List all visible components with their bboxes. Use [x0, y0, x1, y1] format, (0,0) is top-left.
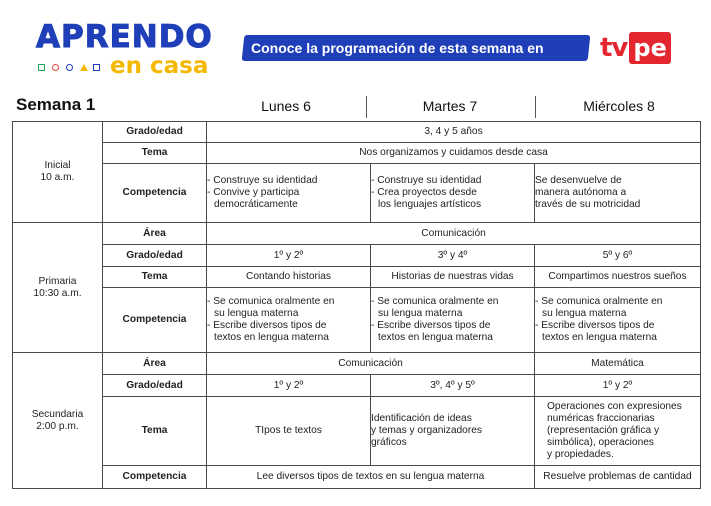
blue-circle-icon: [66, 64, 73, 71]
header-divider: [366, 96, 367, 118]
grado-cell: 1º y 2º: [207, 375, 371, 397]
level-cell-secundaria: [13, 353, 103, 489]
row-label-tema: Tema: [103, 267, 207, 288]
competencia-cell: Resuelve problemas de cantidad: [535, 466, 701, 489]
level-name: Primaria: [38, 275, 77, 287]
level-name: Secundaria: [31, 408, 84, 420]
row-label-competencia: Competencia: [103, 466, 207, 489]
tema-cell: [371, 397, 535, 466]
list-item: - Se comunica oralmente en su lengua materna: [371, 296, 499, 319]
logo-aprendo-text: APRENDO: [36, 19, 213, 55]
row-label-tema: Tema: [103, 143, 207, 164]
tvpe-logo: [600, 30, 671, 66]
grado-cell: 3º y 4º: [371, 245, 535, 267]
area-cell: Matemática: [535, 353, 701, 375]
aprendo-en-casa-logo: [36, 20, 216, 80]
grado-cell: 3º, 4º y 5º: [371, 375, 535, 397]
row-label-area: Área: [103, 223, 207, 245]
tema-text: Identificación de ideas y temas y organizadores gráficos: [371, 413, 482, 448]
grado-cell: 1º y 2º: [535, 375, 701, 397]
tvpe-logo-pe: pe: [629, 32, 670, 64]
level-cell-inicial: [13, 122, 103, 223]
level-time: 2:00 p.m.: [36, 420, 79, 432]
table-row: [13, 245, 701, 267]
tema-cell: Contando historias: [207, 267, 371, 288]
table-row: [13, 466, 701, 489]
tema-cell: Historias de nuestras vidas: [371, 267, 535, 288]
tema-cell: [535, 397, 701, 466]
tema-cell: Compartimos nuestros sueños: [535, 267, 701, 288]
row-label-competencia: Competencia: [103, 288, 207, 353]
competencia-cell: [535, 288, 701, 353]
grado-cell: 3, 4 y 5 años: [207, 122, 701, 143]
list-item: - Se comunica oralmente en su lengua materna: [207, 296, 335, 319]
table-row: [13, 375, 701, 397]
list-item: - Escribe diversos tipos de textos en lengua materna: [535, 320, 657, 343]
level-name: Inicial: [44, 160, 71, 171]
list-item: - Crea proyectos desde los lenguajes artísticos: [371, 187, 482, 210]
competencia-cell: Lee diversos tipos de textos en su lengua materna: [207, 466, 535, 489]
row-label-grado: Grado/edad: [103, 122, 207, 143]
tema-text: Operaciones con expresiones numéricas fraccionarias (representación gráfica y simbólica), operaciones y propiedades.: [547, 401, 682, 460]
table-row: [13, 143, 701, 164]
table-row: [13, 353, 701, 375]
area-cell: Comunicación: [207, 353, 535, 375]
competencia-cell: [207, 288, 371, 353]
row-label-tema: Tema: [103, 397, 207, 466]
list-item: - Construye su identidad: [371, 175, 482, 186]
area-cell: Comunicación: [207, 223, 701, 245]
logo-en-casa-text: en casa: [110, 53, 209, 79]
list-item: - Escribe diversos tipos de textos en lengua materna: [207, 320, 329, 343]
row-label-grado: Grado/edad: [103, 375, 207, 397]
level-time: 10 a.m.: [40, 172, 75, 183]
schedule-table: [12, 121, 701, 489]
day-header-lunes: Lunes 6: [261, 98, 311, 114]
table-row: [13, 397, 701, 466]
competencia-cell: [535, 164, 701, 223]
list-item: - Convive y participa democráticamente: [207, 187, 300, 210]
logo-shapes: [38, 64, 108, 74]
table-row: [13, 288, 701, 353]
week-label: Semana 1: [16, 95, 96, 114]
list-item: - Construye su identidad: [207, 175, 318, 186]
row-label-area: Área: [103, 353, 207, 375]
table-row: [13, 267, 701, 288]
banner-text: Conoce la programación de esta semana en: [251, 40, 544, 56]
blue-square-icon: [93, 64, 100, 71]
row-label-competencia: Competencia: [103, 164, 207, 223]
yellow-triangle-icon: [80, 64, 88, 71]
table-row: [13, 223, 701, 245]
tema-cell: Nos organizamos y cuidamos desde casa: [207, 143, 701, 164]
table-row: [13, 164, 701, 223]
competencia-cell: [207, 164, 371, 223]
list-item: - Escribe diversos tipos de textos en lengua materna: [371, 320, 493, 343]
grado-cell: 5º y 6º: [535, 245, 701, 267]
green-square-icon: [38, 64, 45, 71]
competencia-cell: [371, 288, 535, 353]
row-label-grado: Grado/edad: [103, 245, 207, 267]
competencia-cell: [371, 164, 535, 223]
tema-cell: TIpos te textos: [207, 397, 371, 466]
tvpe-logo-tv: tv: [600, 33, 628, 63]
table-row: [13, 122, 701, 143]
red-circle-icon: [52, 64, 59, 71]
level-time: 10:30 a.m.: [33, 287, 82, 299]
day-header-miercoles: Miércoles 8: [583, 98, 655, 114]
list-item: - Se comunica oralmente en su lengua materna: [535, 296, 663, 319]
day-header-martes: Martes 7: [422, 98, 478, 114]
grado-cell: 1º y 2º: [207, 245, 371, 267]
competencia-text: Se desenvuelve de manera autónoma a través de su motricidad: [535, 175, 641, 210]
level-cell-primaria: [13, 223, 103, 353]
